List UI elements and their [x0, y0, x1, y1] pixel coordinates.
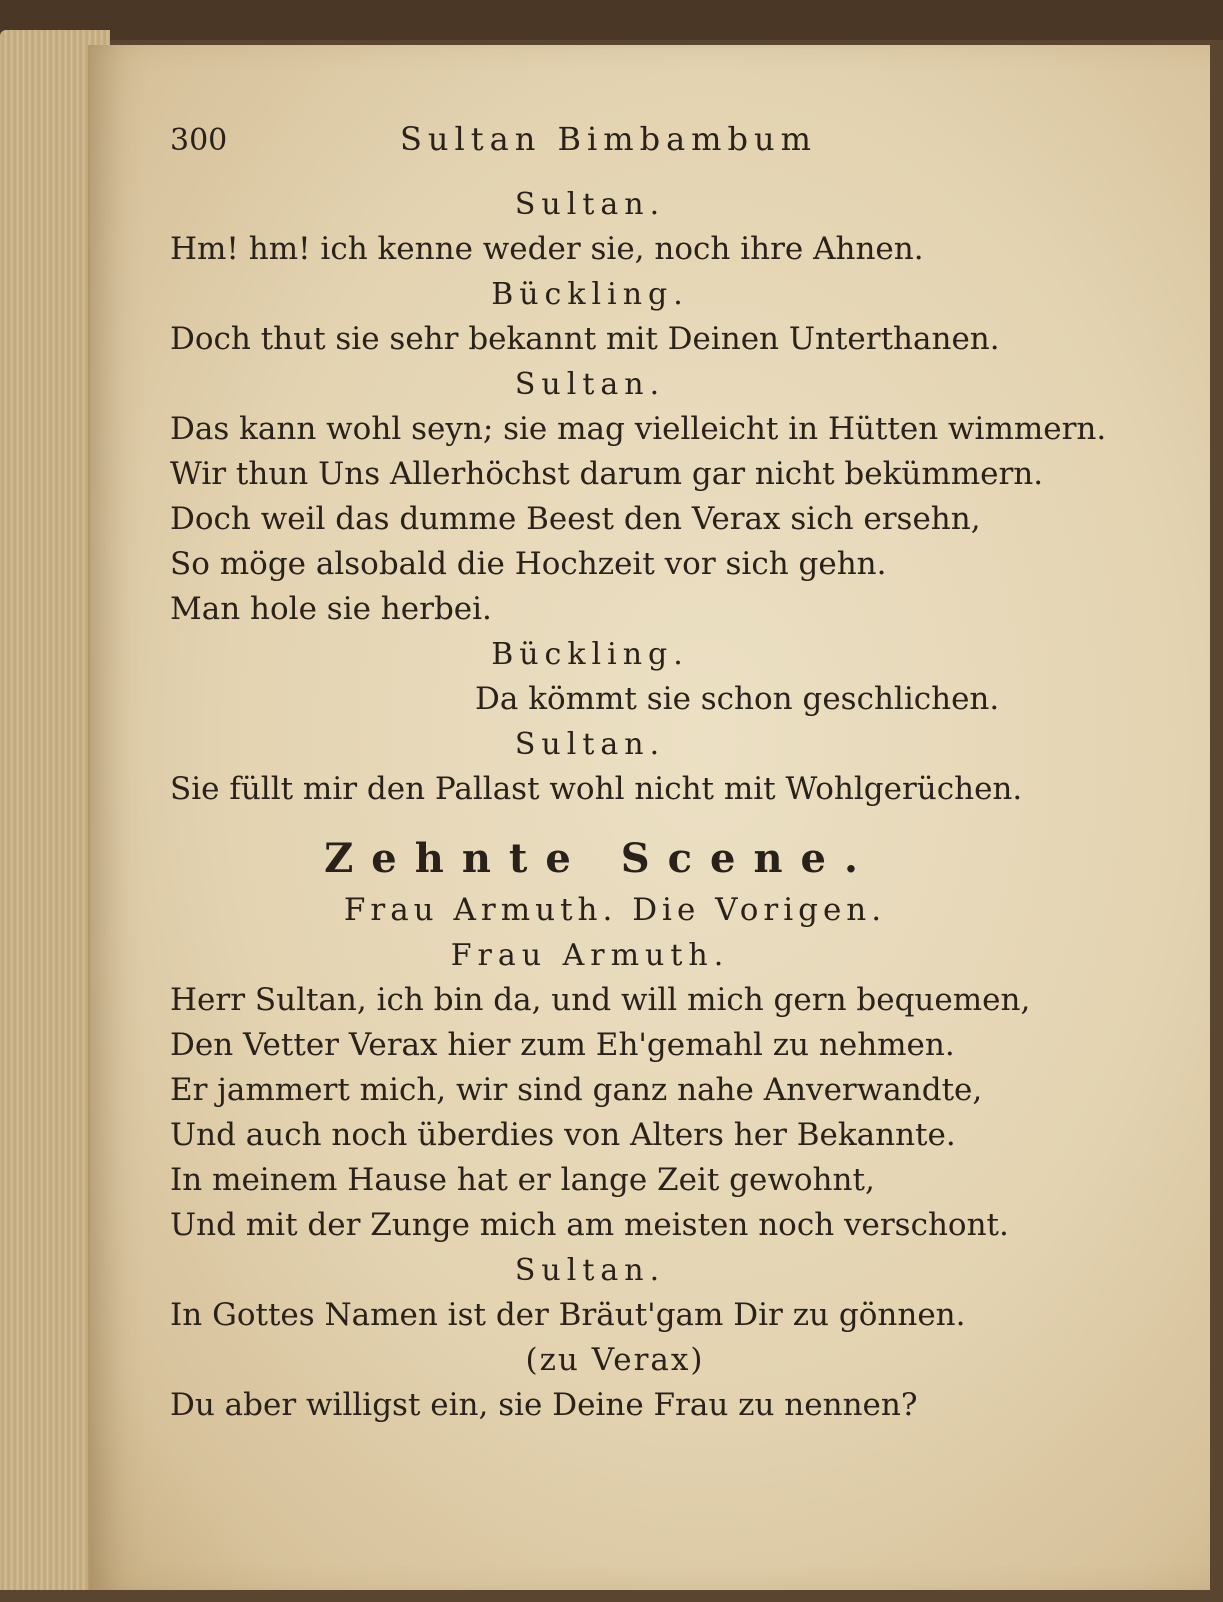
- verse-line: Doch thut sie sehr bekannt mit Deinen Unterthanen.: [170, 321, 1000, 357]
- verse-line: In Gottes Namen ist der Bräut'gam Dir zu gönnen.: [170, 1297, 966, 1333]
- speaker-name: Sultan.: [514, 367, 666, 402]
- verse-line: Er jammert mich, wir sind ganz nahe Anverwandte,: [170, 1072, 983, 1108]
- verse-line: Sie füllt mir den Pallast wohl nicht mit Wohlgerüchen.: [170, 771, 1023, 807]
- verse-line: Und auch noch überdies von Alters her Bekannte.: [170, 1117, 956, 1153]
- verse-line-indented: Da kömmt sie schon geschlichen.: [475, 681, 1000, 717]
- verse-line: Den Vetter Verax hier zum Eh'gemahl zu nehmen.: [170, 1027, 955, 1063]
- verse-line: Du aber willigst ein, sie Deine Frau zu nennen?: [170, 1387, 918, 1423]
- stage-direction: (zu Verax): [525, 1342, 705, 1378]
- speaker-name: Bückling.: [491, 277, 689, 312]
- verse-line: Wir thun Uns Allerhöchst darum gar nicht bekümmern.: [170, 456, 1044, 492]
- verse-line: Und mit der Zunge mich am meisten noch verschont.: [170, 1207, 1009, 1243]
- speaker-name: Sultan.: [514, 727, 666, 762]
- speaker-name: Sultan.: [514, 187, 666, 222]
- verse-line: Das kann wohl seyn; sie mag vielleicht in Hütten wimmern.: [170, 411, 1107, 447]
- speaker-name: Sultan.: [514, 1253, 666, 1288]
- speaker-name: Frau Armuth.: [450, 938, 730, 973]
- verse-line: So möge alsobald die Hochzeit vor sich gehn.: [170, 546, 887, 582]
- page-header: [170, 120, 1120, 182]
- running-title: Sultan Bimbambum: [400, 120, 817, 158]
- verse-line: Hm! hm! ich kenne weder sie, noch ihre Ahnen.: [170, 231, 924, 267]
- page-content: [170, 120, 1120, 1428]
- verse-line: Doch weil das dumme Beest den Verax sich ersehn,: [170, 501, 981, 537]
- page-number: 300: [170, 123, 228, 158]
- speaker-name: Bückling.: [491, 637, 689, 672]
- verse-line: Herr Sultan, ich bin da, und will mich gern bequemen,: [170, 982, 1031, 1018]
- cast-list: Frau Armuth. Die Vorigen.: [343, 892, 887, 928]
- verse-line: In meinem Hause hat er lange Zeit gewohnt,: [170, 1162, 875, 1198]
- scene-heading: Zehnte Scene.: [324, 835, 876, 882]
- play-text: [170, 182, 1120, 1428]
- verse-line: Man hole sie herbei.: [170, 591, 492, 627]
- book-spine-shadow: [0, 0, 1223, 40]
